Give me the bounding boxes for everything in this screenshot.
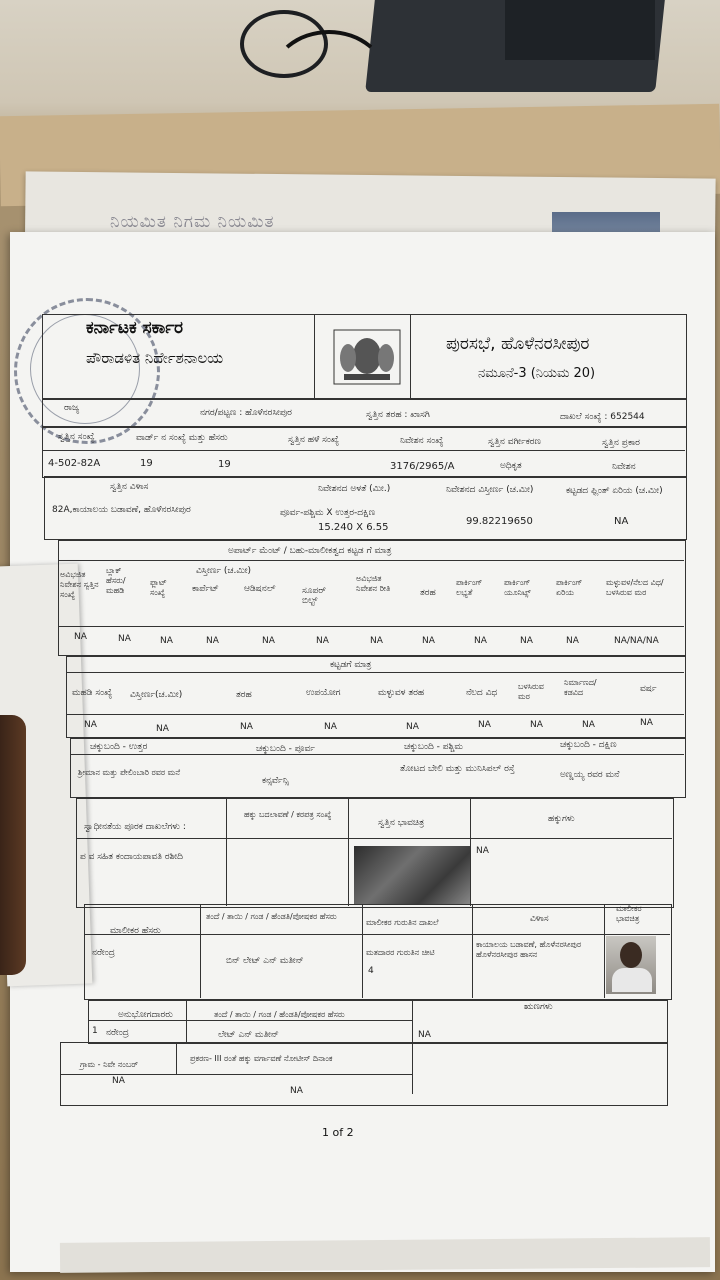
divider [88, 1020, 412, 1021]
ward-no-value: 19 [140, 458, 153, 469]
property-photo-label: ಸ್ವತ್ತಿನ ಭಾವಚಿತ್ರ [378, 818, 425, 828]
apt-value: NA [160, 636, 173, 646]
divider [604, 904, 605, 998]
site-no-header: ನಿವೇಶನ ಸಂಖ್ಯೆ [400, 436, 444, 446]
rights-change-label: ಹಕ್ಕು ಬದಲಾವಣೆ / ಕರಪತ್ರ ಸಂಖ್ಯೆ [244, 810, 332, 819]
apt-value: NA [566, 636, 579, 646]
divider [42, 450, 685, 451]
divider [60, 1074, 412, 1075]
bld-value: NA [406, 722, 419, 732]
apt-value: NA [74, 632, 87, 642]
state-label: ರಾಜ್ಯ [64, 403, 80, 413]
address-header: ಸ್ವತ್ತಿನ ವಿಳಾಸ [110, 482, 149, 492]
dims-label: ಪೂರ್ವ-ಪಶ್ಚಿಮ X ಉತ್ತರ-ದಕ್ಷಿಣ [280, 508, 376, 518]
owner-id-doc: ಮತದಾರರ ಗುರುತಿನ ಚೀಟಿ [366, 948, 435, 957]
divider [84, 934, 670, 935]
apt-value: NA [422, 636, 435, 646]
bld-value: NA [530, 720, 543, 730]
claimant-header: ಅನುಭೋಗದಾರರು [118, 1010, 173, 1020]
bld-header-wood: ಬಳಸಿರುವ ಮರ [518, 682, 544, 701]
bld-header-year: ವರ್ಷ [640, 684, 657, 694]
state-emblem-icon [330, 326, 404, 388]
supporting-docs-label: ಸ್ವಾಧೀನತೆಯ ಪೂರಕ ದಾಖಲೆಗಳು : [84, 822, 186, 832]
footer-left-label: ಗ್ರಾಮ - ನಿವೇ ನಂಬರ್ [80, 1060, 139, 1069]
apt-header-2: ಬ್ಲಾಕ್ ಹೆಸರು/ ಮಹಡಿ [106, 566, 126, 595]
prop-kind-value: ನಿವೇಶನ [612, 462, 636, 472]
apt-header-undivided: ಅವಿಭಜಿತ ನಿವೇಶನ ರೀತಿ [356, 574, 391, 593]
prop-type-label: ಸ್ವತ್ತಿನ ತರಹ : ಖಾಸಗಿ [366, 410, 430, 420]
page-indicator: 1 of 2 [322, 1126, 354, 1139]
footer-value-1: NA [112, 1076, 125, 1086]
claimant-father: ಲೇಟ್ ಎನ್ ಮತೀನ್ [218, 1030, 279, 1040]
divider [176, 1042, 177, 1074]
prop-no-value: 4-502-82A [48, 458, 101, 469]
divider [410, 314, 411, 398]
record-number: ದಾಖಲೆ ಸಂಖ್ಯೆ : 652544 [560, 412, 645, 422]
claimant-name: ನರೇಂದ್ರ [106, 1028, 129, 1038]
boundary-east-value: ಕನ್ಸರ್ವೆನ್ಸಿ [262, 776, 289, 786]
divider [200, 904, 201, 998]
owner-id-no: 4 [368, 966, 374, 976]
bld-value: NA [582, 720, 595, 730]
apt-header-parking-units: ಪಾರ್ಕಿಂಗ್ ಯೂನಿಟ್ಸ್ [504, 578, 531, 597]
bld-header-area: ವಿಸ್ತೀರ್ಣ(ಚ.ಮೀ) [130, 690, 183, 700]
footer-value-2: NA [290, 1086, 303, 1096]
apt-header-1: ಅವಿಭಜಿತ ನಿವೇಶನ ಸ್ವತ್ತಿನ ಸಂಖ್ಯೆ [60, 570, 99, 599]
divider [76, 838, 672, 839]
building-title: ಕಟ್ಟಡಗೆ ಮಾತ್ರ [330, 660, 372, 670]
owner-photo-body [612, 968, 652, 992]
bld-value: NA [640, 718, 653, 728]
classification-value: ಅಧಿಕೃತ [500, 461, 522, 471]
bld-value: NA [240, 722, 253, 732]
apt-header-roof-floor: ಮಳ್ಳುವಳ/ನೆಲದ ವಿಧ/ಬಳಸಿರುವ ಮರ [606, 578, 664, 597]
apt-value: NA [474, 636, 487, 646]
boundary-south-header: ಚಕ್ಕುಬಂದಿ - ದಕ್ಷಿಣ [560, 740, 617, 750]
divider [58, 560, 684, 561]
divider [66, 672, 684, 673]
owner-father-header: ತಂದೆ / ತಾಯಿ / ಗಂಡ / ಹೆಂಡತಿ/ಪೋಷಕರ ಹೆಸರು [206, 912, 337, 921]
divider [472, 904, 473, 998]
divider [470, 798, 471, 906]
area-header: ನಿವೇಶನದ ವಿಸ್ತೀರ್ಣ (ಚ.ಮೀ) [446, 485, 534, 495]
boundary-north-header: ಚಕ್ಕುಬಂದಿ - ಉತ್ತರ [90, 742, 148, 752]
footer-right-label: ಪ್ರಕರಣ- III ರಂತೆ ಹಕ್ಕು ವರ್ಗಾವಣೆ ನೋಟೀಸ್ ದಿನಾಂಕ [190, 1054, 333, 1063]
apt-header-additional: ಆಡಿಷನಲ್ [244, 584, 276, 594]
apt-value: NA [118, 634, 131, 644]
apt-header-superbuilt: ಸೂಪರ್ ಬಿಲ್ಟ್ [302, 586, 326, 606]
bld-value: NA [156, 724, 169, 734]
divider [362, 904, 363, 998]
owner-photo-header: ಮಾಲೀಕರ ಭಾವಚಿತ್ರ [616, 904, 642, 923]
apt-header-parking: ಪಾರ್ಕಿಂಗ್ ಲಭ್ಯತೆ [456, 578, 483, 597]
bottom-sheet [60, 1237, 710, 1273]
apt-header-parking-area: ಪಾರ್ಕಿಂಗ್ ಏರಿಯ [556, 578, 583, 597]
apt-header-3: ಫ್ಲಾಟ್ ಸಂಖ್ಯೆ [150, 578, 167, 597]
bld-header-floor-type: ನೆಲದ ವಿಧ [466, 688, 498, 698]
address-value: 82A,ಕಾಯಾಲಯ ಬಡಾವಣೆ, ಹೊಳೆನರಸೀಪುರ [52, 505, 191, 515]
divider [58, 626, 684, 627]
claimant-father-header: ತಂದೆ / ತಾಯಿ / ಗಂಡ / ಹೆಂಡತಿ/ಪೋಷಕರ ಹೆಸರು [214, 1010, 345, 1019]
city-label: ನಗರ/ಪಟ್ಟಣ : ಹೊಳೆನರಸೀಪುರ [200, 408, 292, 418]
ward-name-value: 19 [218, 459, 231, 470]
classification-header: ಸ್ವತ್ತಿನ ವರ್ಗೀಕರಣ [488, 437, 541, 447]
dims-header: ನಿವೇಶನದ ಅಳತೆ (ಮೀ.) [318, 484, 391, 494]
liabilities-header: ಋಣಗಳು [524, 1002, 553, 1012]
tax-receipt-label: ಪ ವ ಸಹಿತ ಕಂದಾಯಪಾವತಿ ರಶೀದಿ [80, 852, 183, 862]
area-value: 99.82219650 [466, 516, 533, 527]
boundary-north-value: ಶ್ರೀಮಾನ ಮತ್ತು ಪೇಲಿಂಬಾರಿ ರವರ ಮನೆ [78, 768, 181, 777]
divider [186, 1000, 187, 1042]
prop-kind-header: ಸ್ವತ್ತಿನ ಪ್ರಕಾರ [602, 438, 640, 448]
form-name: ನಮೂನೆ-3 (ನಿಯಮ 20) [478, 366, 596, 381]
owner-address-value: ಕಾಯಾಲಯ ಬಡಾವಣೆ, ಹೊಳೆನರಸೀಪುರ ಹೊಳೆನರಸೀಪುರ ಹಾಸನ [476, 940, 582, 959]
bld-header-usage: ಉಪಯೋಗ [306, 688, 341, 698]
divider [226, 798, 227, 906]
bld-header-type: ತರಹ [236, 690, 252, 700]
plinth-header: ಕಟ್ಟಡದ ಫ್ಲಿಂತ್ ಏರಿಯ (ಚ.ಮೀ) [566, 486, 663, 496]
govt-title: ಕರ್ನಾಟಕ ಸರ್ಕಾರ [86, 318, 184, 338]
apartment-area-label: ವಿಸ್ತೀರ್ಣ (ಚ.ಮೀ) [196, 566, 252, 576]
plinth-value: NA [614, 516, 629, 527]
apt-header-carpet: ಕಾರ್ಪೆಟ್ [192, 584, 219, 594]
owner-address-header: ವಿಳಾಸ [530, 914, 549, 924]
divider [66, 714, 684, 715]
ward-header: ವಾರ್ಡ್ ನ ಸಂಖ್ಯೆ ಮತ್ತು ಹೆಸರು [136, 433, 228, 443]
apt-value: NA [520, 636, 533, 646]
boundary-west-value: ತೋಟದ ಬೇಲಿ ಮತ್ತು ಮುನಿಸಿಪಲ್ ರಸ್ತೆ [400, 764, 515, 774]
boundary-east-header: ಚಕ್ಕುಬಂದಿ - ಪೂರ್ವ [256, 744, 315, 754]
bld-value: NA [478, 720, 491, 730]
owner-id-header: ಮಾಲೀಕರ ಗುರುತಿನ ದಾಖಲೆ [366, 918, 439, 927]
rights-value: NA [476, 846, 489, 856]
claimant-index: 1 [92, 1026, 98, 1036]
apt-value: NA [206, 636, 219, 646]
monitor-stand [505, 0, 655, 60]
bld-header-floor: ಮಹಡಿ ಸಂಖ್ಯೆ [72, 688, 113, 698]
owner-father-value: ಬಿನ್ ಲೇಟ್ ಎನ್ ಮತೀನ್ [226, 956, 304, 966]
boundary-west-header: ಚಕ್ಕುಬಂದಿ - ಪಶ್ಚಿಮ [404, 742, 463, 752]
claimant-box [88, 1000, 668, 1044]
owner-name-header: ಮಾಲೀಕರ ಹೆಸರು [110, 926, 161, 936]
bld-header-constructed: ನಿರ್ಮಾಣದ/ ಕಡವಿದ [564, 678, 597, 697]
apt-value: NA [262, 636, 275, 646]
directorate-title: ಪೌರಾಡಳಿತ ನಿರ್ದೇಶನಾಲಯ [86, 349, 224, 367]
apt-value: NA/NA/NA [614, 636, 659, 646]
apt-header-type: ತರಹ [420, 588, 436, 598]
boundary-south-value: ಅಣ್ಣಯ್ಯ ರವರ ಮನೆ [560, 770, 620, 780]
back-page-heading: ನಿಯಮಿತ ನಿಗಮ ನಿಯಮಿತ [110, 212, 275, 232]
prop-no-header: ಸ್ವತ್ತಿನ ಸಂಖ್ಯೆ [58, 432, 95, 442]
divider [348, 798, 349, 906]
municipality-title: ಪುರಸಭೆ, ಹೊಳೆನರಸೀಪುರ [446, 334, 590, 354]
dims-value: 15.240 X 6.55 [318, 522, 389, 533]
bld-value: NA [84, 720, 97, 730]
apartment-title: ಅಪಾರ್ಟ್ ಮೆಂಟ್ / ಬಹು-ಮಾಲೀಕತ್ವದ ಕಟ್ಟಡ ಗೆ ಮಾತ್ರ [228, 546, 392, 556]
hand [0, 715, 26, 975]
bld-value: NA [324, 722, 337, 732]
rights-label: ಹಕ್ಕುಗಳು [548, 814, 575, 824]
liabilities-value: NA [418, 1030, 431, 1040]
apt-value: NA [316, 636, 329, 646]
owner-photo-head [620, 942, 642, 968]
owner-name-value: ನರೇಂದ್ರ [92, 948, 115, 958]
divider [314, 314, 315, 398]
divider [70, 754, 684, 755]
old-no-header: ಸ್ವತ್ತಿನ ಹಳೆ ಸಂಖ್ಯೆ [288, 435, 340, 445]
apt-value: NA [370, 636, 383, 646]
bld-header-roof: ಮಳ್ಳುವಳ ತರಹ [378, 688, 425, 698]
property-photo [354, 846, 470, 904]
site-no-value: 3176/2965/A [390, 461, 455, 472]
